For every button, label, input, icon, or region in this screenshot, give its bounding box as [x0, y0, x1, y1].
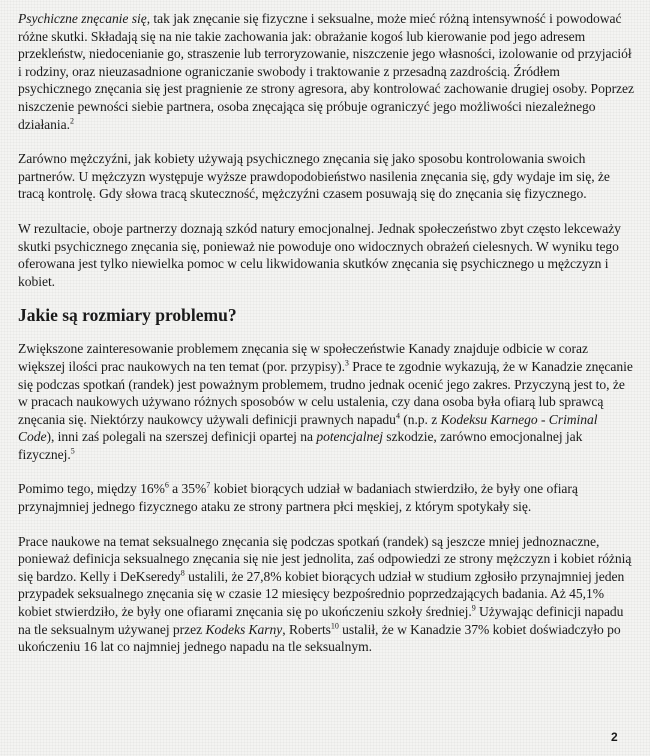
- paragraph-physical-statistics: [18, 480, 636, 515]
- paragraph-psychological-abuse-definition: [18, 10, 636, 133]
- footnote-ref: 4: [395, 411, 400, 421]
- text-run: (n.p. z: [399, 411, 441, 427]
- text-run: kobiet biorących udział w badaniach stwierdziło, że były one ofiarą przynajmniej jednego fizycznego ataku ze strony partnera płci męskiej, z którym spotykały się.: [18, 481, 578, 515]
- paragraph-control: Zarówno mężczyźni, jak kobiety używają psychicznego znęcania się jako sposobu kontrolowania swoich partnerów. U mężczyzn występuje wyższe prawdopodobieństwo nasilenia znęcania się, gdy wydaje im się, że tracą kontrolę. Gdy słowa tracą skuteczność, mężczyźni czasem posuwają się do znęcania się fizycznego.: [18, 151, 610, 202]
- footnote-ref: 10: [330, 621, 339, 631]
- page-number: 2: [611, 730, 618, 744]
- footnote-ref: 8: [180, 568, 185, 578]
- text-run: Używając definicji napadu na tle seksualnym używanej przez: [18, 604, 624, 637]
- text-run: , tak jak znęcanie się fizyczne i seksualne, może mieć różną intensywność i powodować różne skutki. Składają się na nie takie zachowania jak: obrażanie kogoś lub kierowanie pod jego adresem przekleństw, niedocenianie go, straszenie lub terroryzowanie, niszczenie jego własności, izolowanie od przyjaciół i rodziny, oraz nieuzasadnione ograniczanie swobody i traktowanie z przesadną zazdrością. Źródłem psychicznego znęcania się jest pragnienie ze strony agresora, aby kontrolować zachowanie drugiej osoby. Poprzez niszczenie pewności siebie partnera, osoba znęcająca się próbuje ograniczyć jego możliwości niezależnego działania.: [18, 11, 634, 132]
- text-run: szkodzie, zarówno emocjonalnej jak fizycznej.: [18, 429, 583, 462]
- footnote-ref: 9: [471, 603, 476, 613]
- footnote-ref: 7: [206, 480, 211, 490]
- text-run: Prace te zgodnie wykazują, że w Kanadzie znęcanie się podczas spotkań (randek) jest poważnym problemem, trudno jednak ocenić jego zakres. Przyczyną jest to, że w pracach naukowych używano różnych sposobów w celu ustalenia, czy dana osoba była ofiarą lub sprawcą znęcania się. Niektórzy naukowcy używali definicji prawnych napadu: [18, 358, 633, 427]
- paragraph-research-scope: [18, 340, 636, 463]
- footnote-ref: 6: [164, 480, 169, 490]
- emphasis-term: Kodeksu Karnego - Criminal Code: [18, 411, 598, 445]
- text-run: ustalił, że w Kanadzie 37% kobiet doświadczyło po ukończeniu 16 lat co najmniej jednego napadu na tle seksualnym.: [18, 621, 621, 655]
- text-run: Pomimo tego, między 16%: [18, 481, 165, 497]
- footnote-ref: 2: [69, 116, 74, 126]
- section-heading: Jakie są rozmiary problemu?: [18, 305, 237, 326]
- paragraph-consequences: W rezultacie, oboje partnerzy doznają szkód natury emocjonalnej. Jednak społeczeństwo zbyt często lekceważy skutki psychicznego znęcania się, ponieważ nie powoduje ono widocznych obrażeń cielesnych. W wyniku tego oferowana jest tylko niewielka pomoc w celu likwidowania skutków znęcania się psychicznego u mężczyzn i kobiet.: [18, 220, 621, 289]
- emphasis-term: Kodeks Karny: [205, 621, 283, 637]
- footnote-ref: 3: [344, 358, 349, 368]
- text-run: ustalili, że 27,8% kobiet biorących udział w studium zgłosiło przynajmniej jeden przypadek seksualnego znęcania się w czasie 12 miesięcy bezpośrednio poprzedzających badania. Aż 45,1% kobiet stwierdziło, że były one ofiarami znęcania się po ukończeniu szkoły średniej.: [18, 568, 625, 620]
- emphasis-term: potencjalnej: [316, 429, 383, 445]
- text-run: ), inni zaś polegali na szerszej definicji opartej na: [46, 429, 317, 445]
- text-run: Zwiększone zainteresowanie problemem znęcania się w społeczeństwie Kanady znajduje odbicie w coraz większej ilości prac naukowych na ten temat (por. przypisy).: [18, 341, 588, 374]
- text-run: , Roberts: [282, 621, 331, 637]
- emphasis-term: Psychiczne znęcanie się: [18, 11, 147, 26]
- text-run: Prace naukowe na temat seksualnego znęcania się podczas spotkań (randek) są jeszcze mniej jednoznaczne, ponieważ definicja seksualnego znęcania się nie jest jednolita, zaś odpowiedzi ze strony mężczyzn i kobiet różnią się bardzo. Kelly i DeKseredy: [18, 533, 632, 584]
- document-page: [18, 10, 636, 656]
- footnote-ref: 5: [70, 446, 75, 456]
- paragraph-sexual-abuse-research: [18, 533, 636, 656]
- text-run: a 35%: [168, 481, 207, 497]
